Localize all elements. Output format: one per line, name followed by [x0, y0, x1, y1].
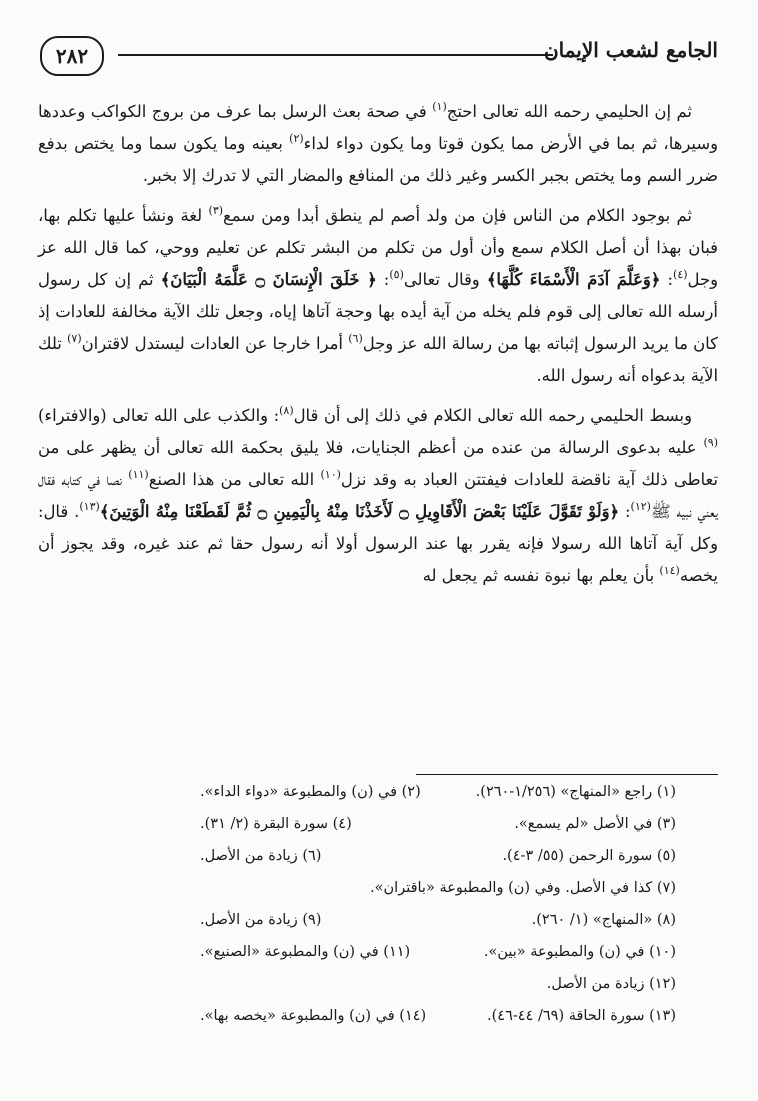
quran-verse: ﴿وَعَلَّمَ آدَمَ الْأَسْمَاءَ كُلَّهَا﴾ [486, 270, 661, 289]
book-title: الجامع لشعب الإيمان [543, 38, 718, 62]
text-run: وبسط الحليمي رحمه الله تعالى الكلام في ذلك إلى أن قال [293, 406, 693, 425]
footnote-rule [416, 774, 718, 775]
footnote-9: (٩) زيادة من الأصل. [200, 912, 322, 928]
text-run: بعينه وما يكون سما وما يختص بدفع ضرر السم وما يختص بجبر الكسر وغير ذلك من المنافع والمضار التي لا تدرك إلا بخبر. [38, 134, 718, 185]
header-rule [118, 54, 553, 56]
paragraph-2 [38, 200, 718, 392]
text-run: : [619, 502, 631, 521]
footnote-12: (١٢) زيادة من الأصل. [546, 976, 676, 992]
footnote-5: (٥) سورة الرحمن (٥٥/ ٣-٤). [502, 848, 676, 864]
text-run: : [660, 270, 674, 289]
footnote-2: (٢) في (ن) والمطبوعة «دواء الداء». [200, 784, 421, 800]
footnote-13: (١٣) سورة الحاقة (٦٩/ ٤٤-٤٦). [487, 1008, 676, 1024]
footnote-ref: (٣) [208, 204, 224, 217]
text-run: لغة ونشأ عليها تكلم بها، فبان بهذا أن أصل الكلام سمع وأن أول من تكلم من البشر تكلم عن تعليم ووحي، كما قال الله عز وجل [38, 206, 719, 289]
footnote-ref: (٢) [289, 132, 304, 145]
text-run: تلك الآية بدعواه أنه رسول الله. [38, 334, 718, 385]
text-run: الله تعالى من هذا الصنع [148, 470, 321, 489]
footnote-ref: (٥) [389, 268, 404, 281]
text-run: : [376, 270, 390, 289]
footnote-4: (٤) سورة البقرة (٢/ ٣١). [200, 816, 352, 832]
quran-verse: ﴿ خَلَقَ الْإِنسَانَ ۝ عَلَّمَهُ الْبَيَانَ﴾ [160, 270, 377, 289]
footnote-6: (٦) زيادة من الأصل. [200, 848, 322, 864]
text-run: ثم إن الحليمي رحمه الله تعالى احتج [446, 102, 692, 121]
quran-verse: ﴿وَلَوْ تَقَوَّلَ عَلَيْنَا بَعْضَ الْأَقَاوِيلِ ۝ لَأَخَذْنَا مِنْهُ بِالْيَمِينِ ۝ ثُمَّ لَقَطَعْنَا مِنْهُ الْوَتِينَ﴾ [99, 502, 620, 521]
page-number: ٢٨٢ [40, 36, 104, 76]
footnote-ref: (١٤) [659, 564, 680, 577]
text-run: نصا في كتابه فقال يعني نبيه ﷺ [38, 470, 718, 521]
paragraph-1 [38, 96, 718, 192]
footnote-ref: (٦) [348, 332, 363, 345]
footnote-14: (١٤) في (ن) والمطبوعة «يخصه بها». [200, 1008, 427, 1024]
main-text [38, 96, 718, 600]
footnote-ref: (٤) [673, 268, 688, 281]
footnote-ref: (١) [432, 100, 447, 113]
footnote-ref: (٧) [67, 332, 82, 345]
text-run: ثم بوجود الكلام من الناس فإن من ولد أصم لم ينطق أبدا ومن سمع [223, 206, 692, 225]
text-run: أمرا خارجا عن العادات ليستدل لاقتران [81, 334, 349, 353]
footnote-8: (٨) «المنهاج» (١/ ٢٦٠). [531, 912, 676, 928]
footnote-ref: (١٠) [320, 468, 341, 481]
paragraph-3 [38, 400, 718, 592]
footnote-7: (٧) كذا في الأصل. وفي (ن) والمطبوعة «باقتران». [370, 880, 676, 896]
text-run: عليه بدعوى الرسالة من عنده من أعظم الجنايات، فلا يليق بحكمة الله تعالى أن يظهر على من تعاطى ذلك آية ناقضة للعادات فيفتتن العباد به وقد نزل [38, 438, 719, 489]
footnote-11: (١١) في (ن) والمطبوعة «الصنيع». [200, 944, 411, 960]
text-run: وقال تعالى [403, 270, 487, 289]
footnote-ref: (٩) [703, 436, 718, 449]
footnote-ref: (٨) [279, 404, 294, 417]
text-run: . قال: وكل آية آتاها الله رسولا فإنه يقرر بها عند الرسول أولا أنه رسول حقا ثم عند غيره، وقد يجوز أن يخصه [38, 502, 718, 585]
footnote-ref: (١٣) [79, 500, 100, 513]
footnote-ref: (١٢) [630, 500, 651, 513]
text-run: في صحة بعث الرسل بما عرف من بروج الكواكب وعددها وسيرها، ثم بما في الأرض مما يكون قوتا وما يكون دواء لداء [38, 102, 718, 153]
text-run: : والكذب على الله تعالى (والافتراء) [38, 406, 280, 425]
footnote-ref: (١١) [128, 468, 149, 481]
text-run: ثم إن كل رسول أرسله الله تعالى إلى قوم فلم يخله من آية أيده بها وحجة آتاها إياه، وجعل تلك الآية مخالفة للعادات إذ كان ما يريد الرسول إثباته بها من رسالة الله عز وجل [38, 270, 718, 353]
footnote-3: (٣) في الأصل «لم يسمع». [514, 816, 676, 832]
page-header [40, 36, 718, 80]
text-run: بأن يعلم بها نبوة نفسه ثم يجعل له [422, 566, 660, 585]
footnote-10: (١٠) في (ن) والمطبوعة «بين». [483, 944, 676, 960]
footnote-1: (١) راجع «المنهاج» (١/٢٥٦-٢٦٠). [475, 784, 676, 800]
